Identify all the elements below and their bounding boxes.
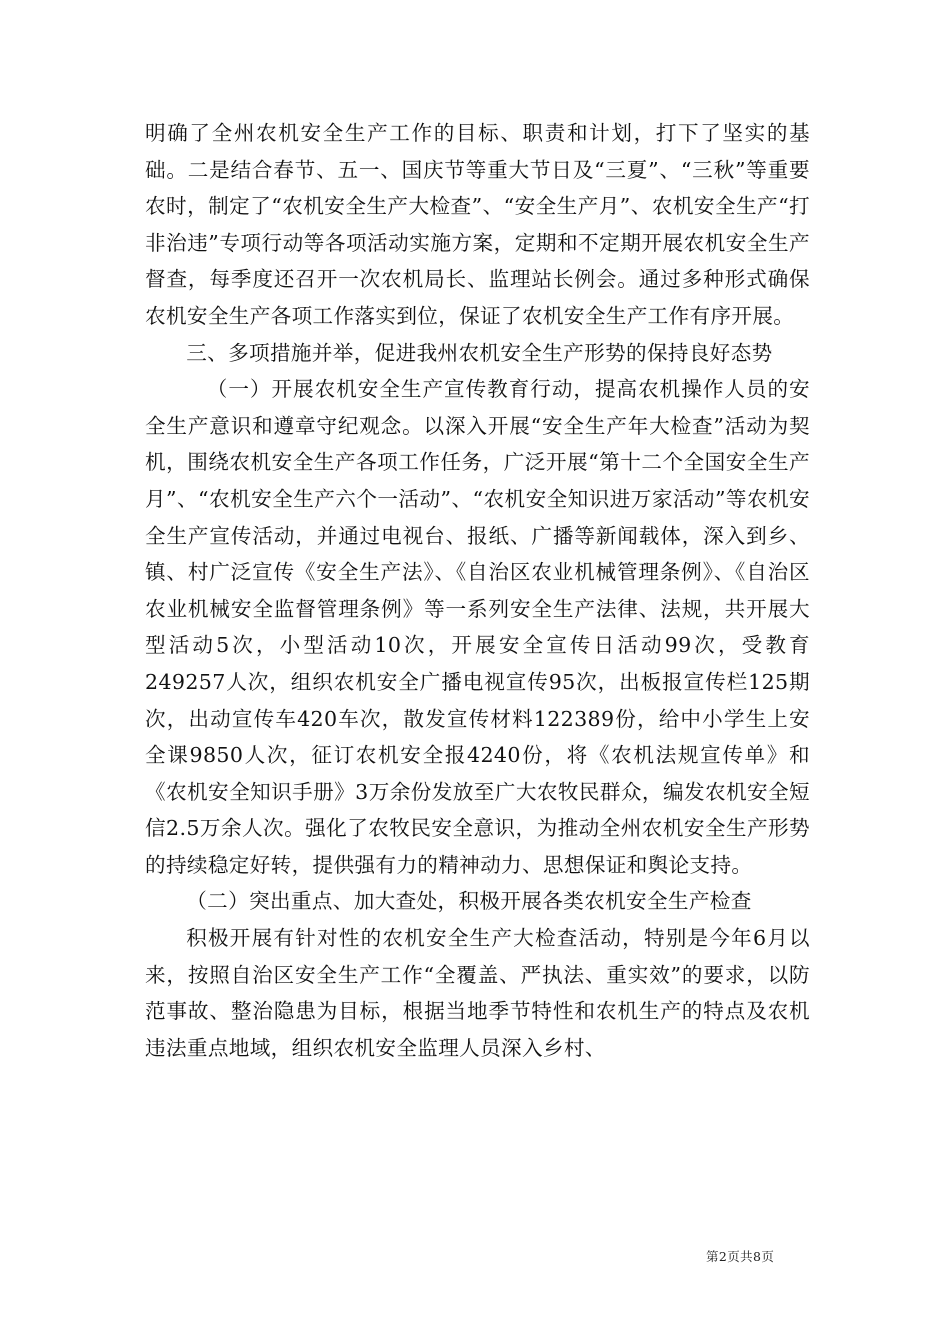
document-body [145,115,810,1066]
page-number-footer: 第2页共8页 [706,1249,775,1264]
section-heading-three: 三、多项措施并举，促进我州农机安全生产形势的保持良好态势 [186,340,773,365]
paragraph-continuation: 明确了全州农机安全生产工作的目标、职责和计划，打下了坚实的基础。二是结合春节、五一、国庆节等重大节日及“三夏”、“三秋”等重要农时，制定了“农机安全生产大检查”、“安全生产月”、农机安全生产“打非治违”专项行动等各项活动实施方案，定期和不定期开展农机安全生产督查，每季度还召开一次农机局长、监理站长例会。通过多种形式确保农机安全生产各项工作落实到位，保证了农机安全生产工作有序开展。 [145,121,810,328]
inspection-paragraph: 积极开展有针对性的农机安全生产大检查活动，特别是今年6月以来，按照自治区安全生产工作“全覆盖、严执法、重实效”的要求，以防范事故、整治隐患为目标，根据当地季节特性和农机生产的特点及农机违法重点地域，组织农机安全监理人员深入乡村、 [145,926,810,1060]
subsection-two-heading: （二）突出重点、加大查处，积极开展各类农机安全生产检查 [186,889,752,914]
subsection-one-paragraph: （一）开展农机安全生产宣传教育行动，提高农机操作人员的安全生产意识和遵章守纪观念。以深入开展“安全生产年大检查”活动为契机，围绕农机安全生产各项工作任务，广泛开展“第十二个全国安全生产月”、“农机安全生产六个一活动”、“农机安全知识进万家活动”等农机安全生产宣传活动，并通过电视台、报纸、广播等新闻载体，深入到乡、镇、村广泛宣传《安全生产法》、《自治区农业机械管理条例》、《自治区农业机械安全监督管理条例》等一系列安全生产法律、法规，共开展大型活动5次，小型活动10次，开展安全宣传日活动99次，受教育249257人次，组织农机安全广播电视宣传95次，出板报宣传栏125期次，出动宣传车420车次，散发宣传材料122389份，给中小学生上安全课9850人次，征订农机安全报4240份，将《农机法规宣传单》和《农机安全知识手册》3万余份发放至广大农牧民群众，编发农机安全短信2.5万余人次。强化了农牧民安全意识，为推动全州农机安全生产形势的持续稳定好转，提供强有力的精神动力、思想保证和舆论支持。 [145,377,810,877]
